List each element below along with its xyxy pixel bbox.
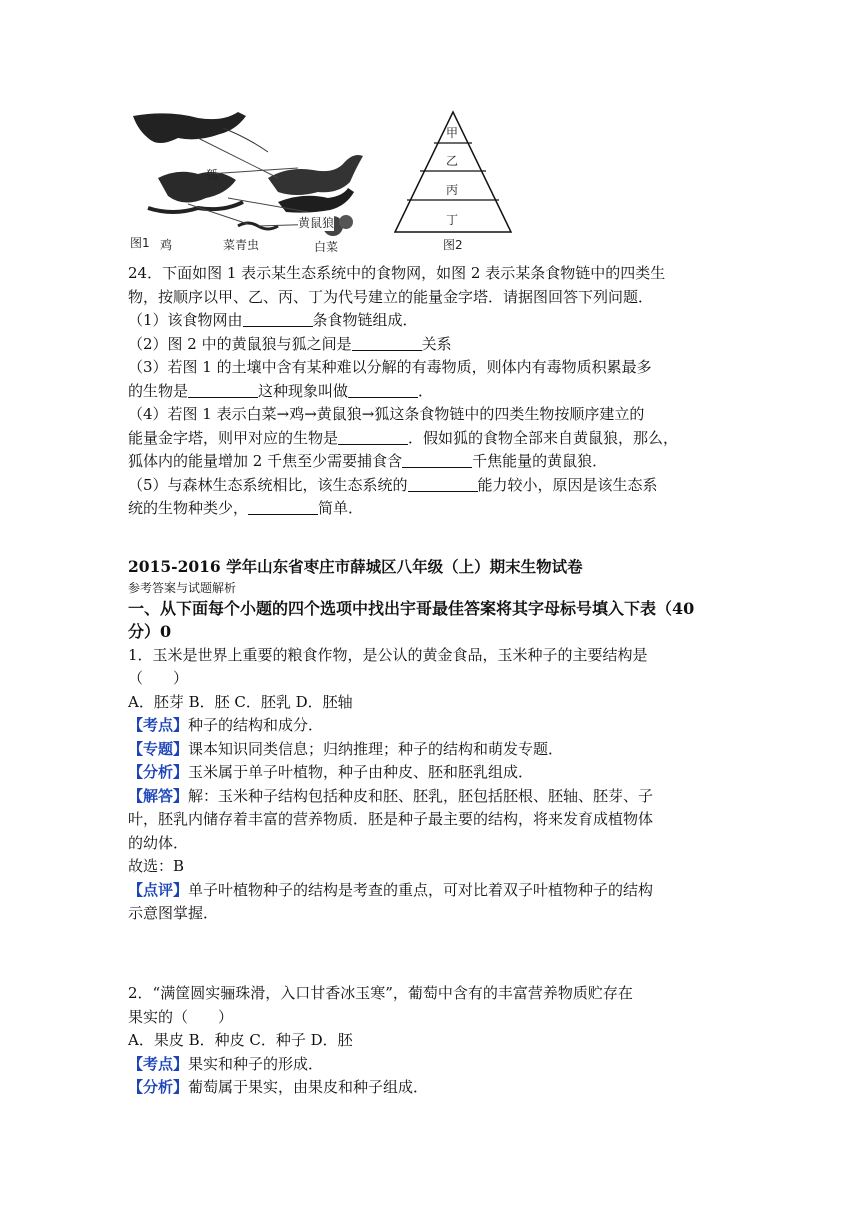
q24-part5-text-end: 简单． bbox=[318, 499, 364, 517]
q24-part3-text-mid: 这种现象叫做 bbox=[258, 381, 349, 400]
q24-part4-text-end: 千焦能量的黄鼠狼． bbox=[472, 452, 608, 470]
q24-part2-text: （2）图 2 中的黄鼠狼与狐之间是 bbox=[128, 334, 352, 353]
answer-blank bbox=[243, 311, 313, 327]
q24-part2 bbox=[128, 333, 738, 357]
q24-part3-line2 bbox=[128, 380, 738, 404]
q1-choice: 故选：B bbox=[128, 857, 185, 875]
answer-blank bbox=[408, 476, 478, 492]
tag-kaodian: 【考点】 bbox=[128, 716, 189, 734]
tag-kaodian: 【考点】 bbox=[128, 1054, 189, 1073]
q24-intro-line1: 24．下面如图 1 表示某生态系统中的食物网，如图 2 表示某条食物链中的四类生 bbox=[128, 264, 666, 282]
section1-heading-line1: 一、从下面每个小题的四个选项中找出宇哥最佳答案将其字母标号填入下表（40 bbox=[128, 598, 695, 618]
pyramid-level-jia: 甲 bbox=[446, 126, 459, 140]
q1-fenxi bbox=[128, 761, 738, 785]
q1-dianping-text: 单子叶植物种子的结构是考查的重点，可对比着双子叶植物种子的结构 bbox=[188, 880, 654, 899]
q24-part3-text: 的生物是 bbox=[128, 381, 189, 400]
q1-kaodian bbox=[128, 714, 738, 738]
answer-q2 bbox=[128, 982, 738, 1100]
q2-stem-line1: 2．“满筐圆实骊珠滑，入口甘香冰玉寒”，葡萄中含有的丰富营养物质贮存在 bbox=[128, 984, 633, 1002]
exam-title: 2015-2016 学年山东省枣庄市薛城区八年级（上）期末生物试卷 bbox=[128, 557, 583, 576]
q24-part1-text-end: 条食物链组成． bbox=[312, 311, 418, 329]
q2-fenxi-text: 葡萄属于果实，由果皮和种子组成． bbox=[188, 1078, 429, 1096]
q24-part3-line1: （3）若图 1 的土壤中含有某种难以分解的有毒物质，则体内有毒物质积累最多 bbox=[128, 358, 652, 376]
q24-part4-text-2: 狐体内的能量增加 2 千焦至少需要捕食含 bbox=[128, 452, 403, 470]
q24-part4-text: 能量金字塔，则甲对应的生物是 bbox=[128, 428, 339, 447]
food-web-drawing bbox=[128, 108, 378, 254]
q24-part5-line1 bbox=[128, 474, 738, 498]
answer-blank bbox=[188, 382, 258, 398]
q24-intro-line2: 物，按顺序以甲、乙、丙、丁为代号建立的能量金字塔．请据图回答下列问题． bbox=[128, 287, 654, 306]
question-24 bbox=[128, 262, 738, 521]
pyramid-level-ding: 丁 bbox=[446, 213, 459, 227]
q2-stem-line2: 果实的（ ） bbox=[128, 1007, 234, 1026]
q24-part5-line2 bbox=[128, 497, 738, 521]
answer-subtitle: 参考答案与试题解析 bbox=[128, 580, 237, 595]
q1-stem-line2: （ ） bbox=[128, 669, 189, 687]
q1-jieda-line2: 叶，胚乳内储存着丰富的营养物质．胚是种子最主要的结构，将来发育成植物体 bbox=[128, 810, 654, 828]
q24-part5-text-mid: 能力较小，原因是该生态系 bbox=[477, 475, 658, 494]
q24-part4-line3 bbox=[128, 450, 738, 474]
tag-dianping: 【点评】 bbox=[128, 880, 189, 899]
tag-fenxi: 【分析】 bbox=[128, 1078, 189, 1096]
animal-label-cabbage: 白菜 bbox=[314, 240, 339, 254]
tag-zhuanti: 【专题】 bbox=[128, 739, 189, 758]
q24-part4-line1: （4）若图 1 表示白菜→鸡→黄鼠狼→狐这条食物链中的四类生物按顺序建立的 bbox=[128, 405, 645, 423]
food-web-figure bbox=[128, 108, 378, 254]
q2-kaodian-text: 果实和种子的形成． bbox=[188, 1054, 324, 1073]
q1-stem-line1: 1．玉米是世界上重要的粮食作物，是公认的黄金食品，玉米种子的主要结构是 bbox=[128, 645, 648, 664]
section1-heading-line2: 分）0 bbox=[128, 622, 172, 641]
q1-dianping-line1 bbox=[128, 879, 738, 903]
q24-part5-text-2: 统的生物种类少， bbox=[128, 499, 249, 517]
animal-label-fox: 狐 bbox=[206, 168, 219, 182]
q24-part5-text: （5）与森林生态系统相比，该生态系统的 bbox=[128, 475, 408, 494]
q24-part4-text-mid: ．假如狐的食物全部来自黄鼠狼，那么， bbox=[408, 428, 679, 447]
q24-part1 bbox=[128, 309, 738, 333]
q1-jieda-line3: 的幼体． bbox=[128, 833, 189, 852]
q2-kaodian bbox=[128, 1053, 738, 1077]
animal-label-chicken: 鸡 bbox=[160, 238, 173, 252]
q1-jieda-line1 bbox=[128, 785, 738, 809]
q1-fenxi-text: 玉米属于单子叶植物，种子由种皮、胚和胚乳组成． bbox=[188, 763, 534, 781]
answer-blank bbox=[402, 452, 472, 468]
answer-blank bbox=[338, 429, 408, 445]
answer-blank bbox=[248, 499, 318, 515]
question-figures bbox=[128, 108, 628, 258]
q1-jieda-text: 解：玉米种子结构包括种皮和胚、胚乳，胚包括胚根、胚轴、胚芽、子 bbox=[188, 786, 654, 805]
energy-pyramid-figure bbox=[393, 108, 563, 254]
q1-kaodian-text: 种子的结构和成分． bbox=[188, 716, 324, 734]
answer-blank bbox=[352, 335, 422, 351]
energy-pyramid-drawing bbox=[393, 108, 563, 254]
animal-label-caterpillar: 菜青虫 bbox=[223, 238, 260, 252]
q1-options: A．胚芽 B．胚 C．胚乳 D．胚轴 bbox=[128, 692, 353, 711]
q2-options: A．果皮 B．种皮 C．种子 D．胚 bbox=[128, 1031, 353, 1049]
animal-label-weasel: 黄鼠狼 bbox=[298, 216, 335, 230]
pyramid-level-bing: 丙 bbox=[446, 183, 459, 197]
q1-zhuanti-text: 课本知识同类信息；归纳推理；种子的结构和萌发专题． bbox=[188, 739, 564, 758]
q24-part4-line2 bbox=[128, 427, 738, 451]
answer-section bbox=[128, 555, 738, 926]
q24-part3-text-end: ． bbox=[418, 381, 434, 400]
q2-fenxi bbox=[128, 1076, 738, 1100]
figure1-label: 图1 bbox=[130, 236, 150, 250]
tag-fenxi: 【分析】 bbox=[128, 763, 189, 781]
q1-zhuanti bbox=[128, 738, 738, 762]
figure2-label: 图2 bbox=[443, 238, 463, 252]
pyramid-level-yi: 乙 bbox=[446, 154, 459, 168]
q1-dianping-line2: 示意图掌握． bbox=[128, 904, 219, 922]
q24-part2-text-end: 关系 bbox=[421, 334, 452, 353]
q24-part1-text: （1）该食物网由 bbox=[128, 311, 243, 329]
tag-jieda: 【解答】 bbox=[128, 786, 189, 805]
answer-blank bbox=[348, 382, 418, 398]
